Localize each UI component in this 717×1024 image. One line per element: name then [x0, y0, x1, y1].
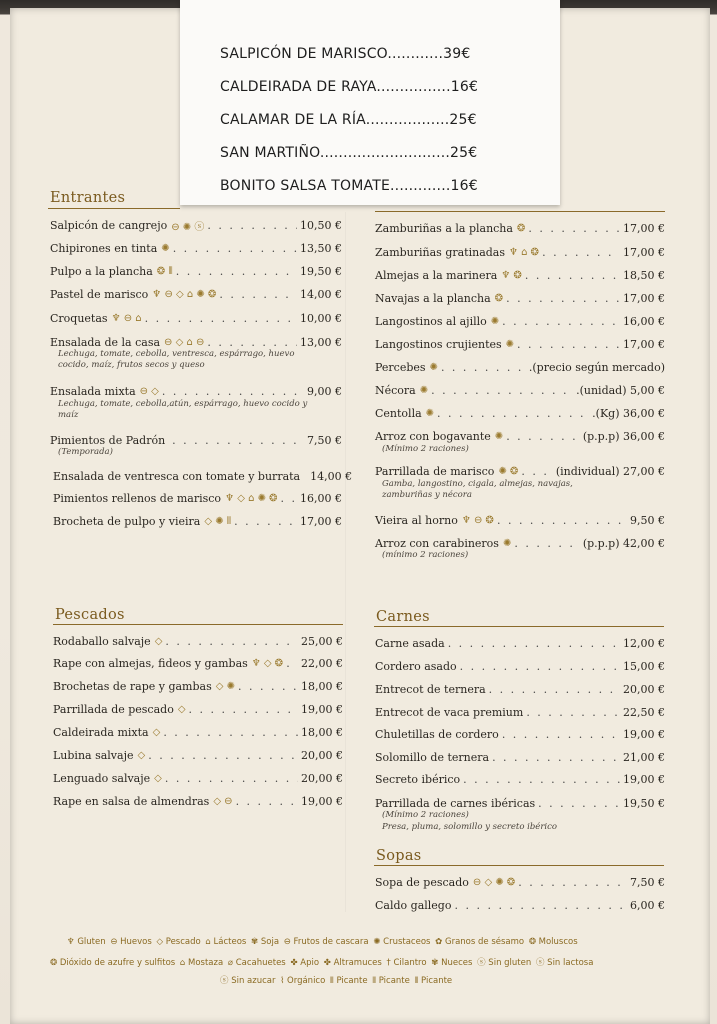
specials-note [180, 0, 560, 205]
allergen-icons: ◇ ⊖ [213, 796, 233, 807]
price: 19,00 € [301, 703, 343, 716]
allergen-icons: ◇ [152, 727, 161, 738]
allergen-icons: ❂ ⦀ [156, 266, 173, 277]
menu-item: Carne asada . . . 12,00 € [375, 637, 665, 650]
special-item: SALPICÓN DE MARISCO............39€ [220, 46, 471, 62]
price: 17,00 € [623, 338, 665, 351]
special-item: BONITO SALSA TOMATE.............16€ [220, 178, 478, 194]
menu-item: Pimientos rellenos de marisco ♆ ◇ ⌂ ✺ ❂ . . . 16,00 € [53, 492, 342, 505]
menu-item: Chuletillas de cordero . . . 19,00 € [375, 728, 665, 741]
menu-item: Salpicón de cangrejo ⊖ ✺ ⓢ . . . 10,50 € [50, 218, 342, 233]
menu-item: Rape en salsa de almendras ◇ ⊖ . . . 19,00 € [53, 795, 343, 808]
allergen-icons: ♆ ⊖ ◇ ⌂ ✺ ❂ [152, 289, 217, 300]
menu-item: Chipirones en tinta ✺ . . . 13,50 € [50, 242, 342, 255]
section-rule [48, 208, 180, 209]
legend-organico: ⌇ Orgánico [280, 976, 326, 986]
allergen-icons: ❂ [516, 223, 526, 234]
legend-sin-gluten: ⓢ Sin gluten [477, 958, 532, 968]
price: 20,00 € [623, 683, 665, 696]
allergen-icons: ◇ [137, 750, 146, 761]
allergen-icons: ❂ [494, 293, 504, 304]
price: 19,00 € [623, 773, 665, 786]
legend-sulfitos: ❂ Dióxido de azufre y sulfitos [50, 958, 176, 968]
legend-cacahuetes: ⌀ Cacahuetes [227, 958, 286, 968]
allergen-icons: ⊖ ◇ [139, 386, 159, 397]
allergen-icons: ✺ [429, 362, 438, 373]
price: (individual) 27,00 € [555, 465, 665, 478]
section-title-sopas: Sopas [376, 848, 422, 864]
menu-item: Almejas a la marinera ♆ ❂ . . . 18,50 € [375, 269, 665, 282]
menu-item: Brochetas de rape y gambas ◇ ✺ . . . 18,00 € [53, 680, 343, 693]
price: 18,00 € [301, 680, 343, 693]
section-rule [53, 624, 343, 625]
price: 19,50 € [300, 265, 342, 278]
price: (p.p.p) 36,00 € [582, 430, 665, 443]
price: 7,50 € [307, 434, 342, 447]
menu-item: Ensalada mixta ⊖ ◇ . . . 9,00 € [50, 385, 342, 398]
legend-moluscos: ❂ Moluscos [528, 937, 578, 947]
allergen-icons: ⊖ ✺ ⓢ [171, 222, 205, 233]
menu-item: Croquetas ♆ ⊖ ⌂ . . . 10,00 € [50, 312, 342, 325]
menu-item: Pastel de marisco ♆ ⊖ ◇ ⌂ ✺ ❂ . . . 14,00 € [50, 288, 342, 301]
legend-cilantro: † Cilantro [386, 958, 427, 968]
section-rule [374, 865, 664, 866]
legend-crustaceos: ✺ Crustaceos [373, 937, 431, 947]
price: 19,00 € [623, 728, 665, 741]
legend-sin-lactosa: ⓢ Sin lactosa [535, 958, 594, 968]
item-description: (Mínimo 2 raciones) [382, 444, 469, 454]
legend-picante-2: ⦀ Picante [372, 976, 410, 986]
menu-item: Vieira al horno ♆ ⊖ ❂ . . . 9,50 € [375, 514, 665, 527]
price: 19,50 € [623, 797, 665, 810]
price: 10,00 € [300, 312, 342, 325]
menu-item: Langostinos crujientes ✺ . . . 17,00 € [375, 338, 665, 351]
allergen-icons: ♆ ⊖ ❂ [461, 515, 494, 526]
allergen-icons: ♆ ⊖ ⌂ [111, 313, 142, 324]
legend-frutos-cascara: ⊖ Frutos de cascara [283, 937, 369, 947]
menu-item: Pulpo a la plancha ❂ ⦀ . . . 19,50 € [50, 265, 342, 278]
menu-item: Nécora ✺ . . . .(unidad) 5,00 € [375, 384, 665, 397]
legend-altramuces: ✤ Altramuces [323, 958, 382, 968]
legend-pescado: ◇ Pescado [156, 937, 201, 947]
allergen-icons: ✺ [490, 316, 500, 327]
legend-soja: ✾ Soja [251, 937, 280, 947]
allergen-icons: ♆ ◇ ⌂ ✺ ❂ [225, 493, 278, 504]
menu-item: Parrillada de marisco ✺ ❂ . . . (individual) 27,00 € [375, 465, 665, 478]
price: 18,00 € [301, 726, 343, 739]
menu-item: Zamburiñas a la plancha ❂ . . . 17,00 € [375, 222, 665, 235]
menu-item: Ensalada de la casa ⊖ ◇ ⌂ ⊖ . . . 13,00 € [50, 336, 342, 349]
legend-mostaza: ⌂ Mostaza [179, 958, 224, 968]
menu-item: Solomillo de ternera . . . 21,00 € [375, 751, 665, 764]
allergen-icons: ◇ [154, 773, 162, 784]
price: 9,50 € [630, 514, 665, 527]
allergen-icons: ◇ [154, 636, 163, 647]
price: 16,00 € [623, 315, 665, 328]
price: 17,00 € [300, 515, 342, 528]
legend-lacteos: ⌂ Lácteos [205, 937, 247, 947]
menu-item: Percebes ✺ . . . .(precio según mercado) [375, 361, 665, 374]
special-item: CALAMAR DE LA RÍA..................25€ [220, 112, 477, 128]
legend-apio: ✤ Apio [290, 958, 320, 968]
menu-item: Secreto ibérico . . . 19,00 € [375, 773, 665, 786]
allergen-icons: ⊖ ◇ ✺ ❂ [472, 877, 516, 888]
price: 25,00 € [301, 635, 343, 648]
allergen-icons: ✺ [505, 339, 515, 350]
menu-item: Lenguado salvaje ◇ . . . 20,00 € [53, 772, 343, 785]
allergen-icons: ✺ [425, 408, 435, 419]
allergen-legend-row [220, 974, 454, 986]
price: 17,00 € [623, 246, 665, 259]
allergen-legend-row [50, 956, 595, 968]
price: (p.p.p) 42,00 € [582, 537, 665, 550]
price: 14,00 € [300, 288, 342, 301]
price: 15,00 € [623, 660, 665, 673]
price: 7,50 € [630, 876, 665, 889]
legend-huevos: ⊖ Huevos [110, 937, 152, 947]
menu-item: Arroz con carabineros ✺ . . . (p.p.p) 42,00 € [375, 537, 665, 550]
price: 21,00 € [623, 751, 665, 764]
menu-item: Langostinos al ajillo ✺ . . . 16,00 € [375, 315, 665, 328]
price: 6,00 € [630, 899, 665, 912]
price: 22,00 € [301, 657, 343, 670]
allergen-icons: ✺ [502, 538, 512, 549]
allergen-icons: ✺ [494, 431, 504, 442]
paper-fold [345, 212, 346, 912]
item-description: Lechuga, tomate, cebolla, ventresca, espárrago, huevo cocido, maíz, frutos secos y queso [58, 349, 295, 370]
item-description: Lechuga, tomate, cebolla,atún, espárrago, huevo cocido y maíz [58, 399, 308, 420]
section-title-carnes: Carnes [376, 609, 430, 625]
item-description: (Mínimo 2 raciones) [382, 810, 469, 820]
menu-item: Sopa de pescado ⊖ ◇ ✺ ❂ . . . 7,50 € [375, 876, 665, 889]
legend-nueces: ✾ Nueces [431, 958, 473, 968]
menu-item: Rape con almejas, fideos y gambas ♆ ◇ ❂ . . . 22,00 € [53, 657, 343, 670]
menu-item: Caldeirada mixta ◇ . . . 18,00 € [53, 726, 343, 739]
price: 19,00 € [301, 795, 343, 808]
price: .(precio según mercado) [528, 361, 665, 374]
allergen-icons: ⊖ ◇ ⌂ ⊖ [164, 337, 205, 348]
menu-item: Ensalada de ventresca con tomate y burrata 14,00 € [53, 470, 353, 483]
legend-picante-1: ⦀ Picante [330, 976, 368, 986]
item-description: (Temporada) [58, 447, 113, 457]
allergen-icons: ♆ ◇ ❂ [251, 658, 284, 669]
allergen-icons: ✺ [419, 385, 429, 396]
price: 18,50 € [623, 269, 665, 282]
legend-sin-azucar: ⓢ Sin azucar [220, 976, 276, 986]
item-description: Gamba, langostino, cigala, almejas, navajas, zamburiñas y nécora [382, 479, 573, 500]
price: 10,50 € [300, 219, 342, 232]
menu-item: Caldo gallego . . . 6,00 € [375, 899, 665, 912]
price: 22,50 € [623, 706, 665, 719]
allergen-icons: ◇ [177, 704, 186, 715]
price: 13,50 € [300, 242, 342, 255]
allergen-icons: ♆ ⌂ ❂ [509, 247, 540, 258]
price: 14,00 € [310, 470, 353, 483]
item-description: (mínimo 2 raciones) [382, 550, 469, 560]
price: 17,00 € [623, 292, 665, 305]
menu-item: Entrecot de vaca premium . . . 22,50 € [375, 706, 665, 719]
menu-item: Lubina salvaje ◇ . . . 20,00 € [53, 749, 343, 762]
price: .(Kg) 36,00 € [592, 407, 665, 420]
allergen-icons: ✺ [161, 243, 170, 254]
allergen-icons: ♆ ❂ [501, 270, 522, 281]
legend-sesamo: ✿ Granos de sésamo [435, 937, 525, 947]
allergen-icons: ◇ ✺ [215, 681, 235, 692]
price: 12,00 € [623, 637, 665, 650]
price: .(unidad) 5,00 € [576, 384, 665, 397]
price: 16,00 € [300, 492, 342, 505]
menu-item: Pimientos de Padrón . . . 7,50 € [50, 434, 342, 447]
special-item: SAN MARTIÑO............................25€ [220, 145, 478, 161]
menu-item: Parrillada de carnes ibéricas . . . 19,50 € [375, 797, 665, 810]
menu-item: Cordero asado . . . 15,00 € [375, 660, 665, 673]
section-title-entrantes: Entrantes [50, 190, 126, 206]
allergen-icons: ✺ ❂ [498, 466, 519, 477]
legend-gluten: ♆ Gluten [67, 937, 106, 947]
price: 9,00 € [307, 385, 342, 398]
menu-item: Entrecot de ternera . . . 20,00 € [375, 683, 665, 696]
price: 20,00 € [301, 772, 343, 785]
allergen-icons: ◇ ✺ ⦀ [204, 516, 232, 527]
special-item: CALDEIRADA DE RAYA................16€ [220, 79, 479, 95]
section-rule [374, 626, 664, 627]
menu-item: Parrillada de pescado ◇ . . . 19,00 € [53, 703, 343, 716]
menu-item: Centolla ✺ . . . .(Kg) 36,00 € [375, 407, 665, 420]
legend-picante-3: ⦀ Picante [414, 976, 453, 986]
price: 13,00 € [300, 336, 342, 349]
price: 17,00 € [623, 222, 665, 235]
section-title-pescados: Pescados [55, 607, 125, 623]
menu-item: Rodaballo salvaje ◇ . . . 25,00 € [53, 635, 343, 648]
price: 20,00 € [301, 749, 343, 762]
menu-item: Zamburiñas gratinadas ♆ ⌂ ❂ . . . 17,00 € [375, 246, 665, 259]
menu-item: Arroz con bogavante ✺ . . . (p.p.p) 36,00 € [375, 430, 665, 443]
item-description: Presa, pluma, solomillo y secreto ibérico [382, 822, 557, 832]
allergen-legend-row [67, 937, 580, 947]
section-rule [375, 211, 665, 212]
menu-item: Brocheta de pulpo y vieira ◇ ✺ ⦀ . . . 17,00 € [53, 515, 342, 528]
menu-item: Navajas a la plancha ❂ . . . 17,00 € [375, 292, 665, 305]
